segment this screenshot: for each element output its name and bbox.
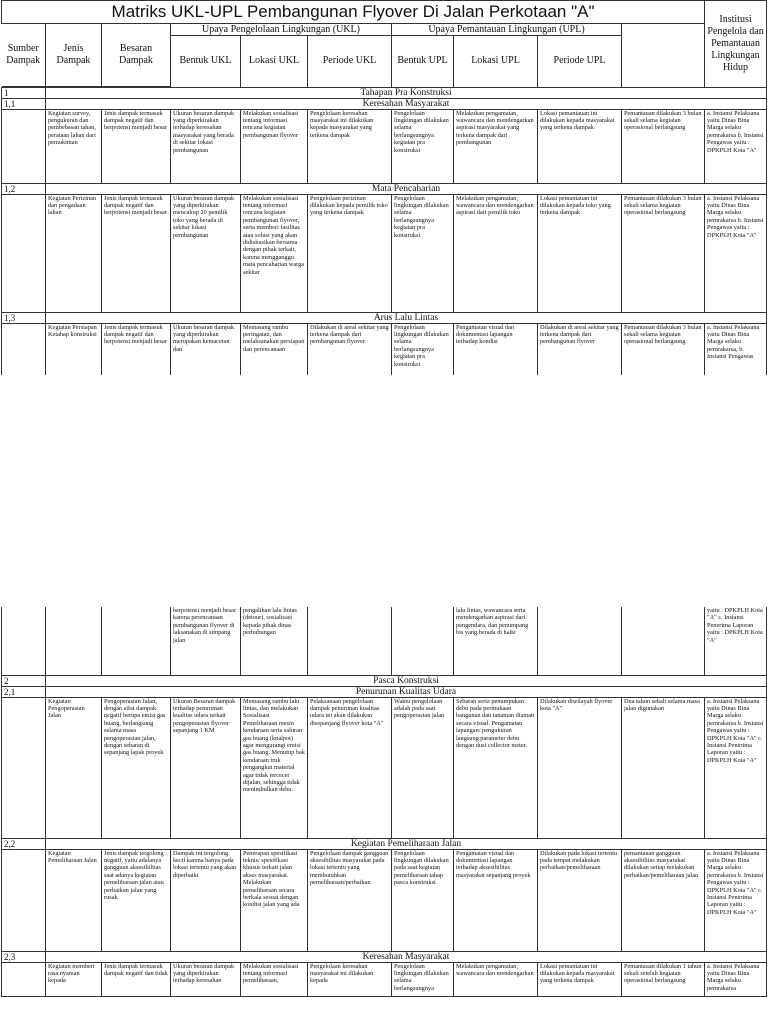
cell-bentuk-upl: Sebaran serta penumpukan debu pada permukaan bangunan dan tanaman diamati secara visual. Pengamatan lapangan/ pengukuran langsung parameter debu dengan dust collector meter. (454, 697, 538, 838)
cell-lokasi-ukl: Pengelolaan dampak gangguan aksesibilitas masyarakat pada lokasi tertentu yang membutuhkan pemeliharaan/perbaikan (308, 849, 392, 951)
cell-bentuk-upl: Pengamatan visual dan dokumentasi lapangan terhadap kondisi (454, 323, 538, 375)
cell-jenis: Jenis dampak termasuk dampak negatif dan berpotensi menjadi besar (102, 109, 171, 183)
table-row (2, 109, 767, 183)
section-title: Keresahan Masyarakat (46, 951, 767, 962)
cell-lokasi-upl: Dilakukan diwilayah flyover kota "A" (538, 697, 622, 838)
cell-lokasi-upl (538, 607, 622, 675)
cell-lokasi-ukl: Pengelolaan perizinan dilakukan kepada pemilik toko yang terkena dampak (308, 194, 392, 312)
section-number: 1,2 (2, 183, 46, 194)
cell-lokasi-upl: Dilakukan pada lokasi tertentu pada tempat melakukan perbaikan/pemeliharaan (538, 849, 622, 951)
cell-institusi: a. Instansi Pelaksana yaitu Dinas Bina Marga selaku pemrakarsa, b. Instansi Pengawas (705, 323, 767, 375)
cell-sumber: Kegiatan Pengoperasian Jalan (46, 697, 102, 838)
ukl-upl-table-page-2 (1, 607, 767, 997)
cell-lokasi-ukl: Dilakukan di areal sekitar yang terkena dampak dari pembangunan flyover (308, 323, 392, 375)
header-besaran: Besaran Dampak (102, 24, 171, 86)
cell-bentuk-upl: Melakukan pengamatan, wawancara dan mendengarkan aspirasi masyarakat yang terkena dampak dari pembangunan (454, 109, 538, 183)
section-number: 2,3 (2, 951, 46, 962)
cell-lokasi-upl: Lokasi pemantauan ini dilakukan kepada toko yang terkena dampak (538, 194, 622, 312)
cell-periode-upl: Pemantauan dilakukan 3 bulan sekali selama kegiatan operasional berlangsung (622, 109, 705, 183)
cell-periode-upl: Pemantauan dilakukan 1 tahun sekali setelah kegiatan operasional berlangsung (622, 962, 705, 996)
header-ukl-group: Upaya Pengelolaan Lingkungan (UKL) (171, 24, 392, 36)
cell-periode-upl (622, 607, 705, 675)
header-left-table (2, 24, 171, 87)
section-title: Kegiatan Pemeliharaan Jalan (46, 838, 767, 849)
stage-row (2, 675, 767, 686)
table-row (2, 962, 767, 996)
cell-besaran: Ukuran besaran dampak yang diperkirakan terhadap keresahan masyarakat yang berada di sekitar lokasi pembangunan (171, 109, 241, 183)
cell-periode-upl: pemantauan gangguan aksesibilitas masyarakat dilakukan setiap melakukan perbaikan/pemeliharaan jalan (622, 849, 705, 951)
cell-periode-ukl (392, 607, 454, 675)
stage-number: 2 (2, 675, 46, 686)
cell-bentuk-upl: Melakukan pengamatan, wawancara dan mendengarkan (454, 962, 538, 996)
table-row (2, 194, 767, 312)
page-title: Matriks UKL-UPL Pembangunan Flyover Di Jalan Perkotaan "A" (2, 1, 705, 24)
cell-periode-ukl: Waktu pengelolaan adalah pada saat pengoperasian jalan (392, 697, 454, 838)
table-row (2, 607, 767, 675)
stage-title: Pasca Konstruksi (46, 675, 767, 686)
cell-lokasi-ukl: Pengelolaan keresahan masyarakat ini dilakukan kepada (308, 962, 392, 996)
section-row (2, 686, 767, 697)
section-number: 2,2 (2, 838, 46, 849)
cell-besaran: Ukuran besaran dampak yang diperkirakan mencakup 20 pemilik toko yang berada di sekitar lokasi pembangunan (171, 194, 241, 312)
cell-periode-upl: Pemantauan dilakukan 3 bulan sekali selama kegiatan operasional berlangsung (622, 323, 705, 375)
cell-jenis: Pengoperasian Jalan, dengan sifat dampak negatif berupa emisi gas buang, berlangsung selama masa pengoperasian jalan, dengan sebaran di sepanjang lapak proyek (102, 697, 171, 838)
section-row (2, 183, 767, 194)
cell-institusi: a. Instansi Pelaksana yaitu Dinas Bina Marga selaku pemrakarsa b. Instansi Pengawas yaitu : DPKPLH Kota "A" c. Instansi Penerima Laporan yaitu : DPKPLH Kota "A" (705, 697, 767, 838)
cell-jenis: Jenis dampak termasuk dampak negatif dan berpotensi menjadi besar (102, 194, 171, 312)
header-periode-ukl: Periode UKL (308, 36, 392, 87)
header-jenis: Jenis Dampak (46, 24, 102, 86)
section-number: 1,1 (2, 98, 46, 109)
cell-bentuk-ukl: pengalihan lalu lintas (detour), sosialisasi kepada pihak dinas perhubungan (241, 607, 308, 675)
header-periode-upl: Periode UPL (538, 36, 622, 87)
cell-sumber: Kegiatan memberi rasa nyaman kepada (46, 962, 102, 996)
cell-periode-ukl: Pengelolaan lingkungan dilakukan selama berlangsungnya kegiatan pra konstruksi (392, 323, 454, 375)
stage-number: 1 (2, 87, 46, 98)
cell-institusi: a. Instansi Pelaksana yaitu Dinas Bina Marga selaku pemrakarsa b. Instansi Pengawas yaitu : DPKPLH Kota "A" c. Instansi Penerima Laporan yaitu : DPKPLH Kota "A" (705, 849, 767, 951)
cell-sumber: Kegiatan Persiapan Ketahap konstruksi (46, 323, 102, 375)
section-row (2, 312, 767, 323)
cell-bentuk-ukl: Melakukan sosialisasi tentang informasi rencana kegiatan pembangunan flyover (241, 109, 308, 183)
cell-sumber (46, 607, 102, 675)
cell-lokasi-ukl: Pengelolaan keresahan masyarakat ini dilakukan kepada masyarakat yang terkena dampak (308, 109, 392, 183)
section-number: 2,1 (2, 686, 46, 697)
cell-lokasi-ukl (308, 607, 392, 675)
section-title: Penurunan Kualitas Udara (46, 686, 767, 697)
header-institusi: Institusi Pengelola dan Pemantauan Lingkungan Hidup (705, 1, 767, 88)
cell-jenis (102, 607, 171, 675)
cell-institusi: yaitu : DPKPLH Kota "A" c. Instansi Penerima Laporan yaitu : DPKPLH Kota "A" (705, 607, 767, 675)
cell-bentuk-upl: lalu lintas, wawancara serta mendengarkan aspirasi dari pengendara, dan penumpang bis yang berada di halte (454, 607, 538, 675)
section-row (2, 98, 767, 109)
section-title: Arus Lalu Lintas (46, 312, 767, 323)
cell-besaran: Dampak ini tergolong kecil karena hanya pada lokasi tertentu yang akan diperbaiki (171, 849, 241, 951)
cell-periode-ukl: Pengelolaan lingkungan dilakukan selama berlangsungnya kegiatan pra konstruksi (392, 194, 454, 312)
cell-bentuk-upl: Melakukan pengamatan, wawancara dan mendengarkan aspirasi dari pemilik toko (454, 194, 538, 312)
cell-bentuk-ukl: Memasang rambu peringatan, dan melaksanakan persiapan dan perencanaan (241, 323, 308, 375)
section-row (2, 951, 767, 962)
cell-periode-upl: Dua tahun sekali selama masa jalan digunakan (622, 697, 705, 838)
cell-institusi: a. Instansi Pelaksana yaitu Dinas Bina Marga selaku pemrakarsa b. Instansi Pengawas yaitu : DPKPLH Kota "A" (705, 109, 767, 183)
cell-lokasi-upl: Dilakukan di areal sekitar yang terkena dampak dari pembangunan flyover (538, 323, 622, 375)
cell-periode-ukl: Pengelolaan lingkungan dilakukan pada saat kegiatan pemeliharaan tahap pasca konstruksi (392, 849, 454, 951)
header-bentuk-ukl: Bentuk UKL (171, 36, 241, 87)
cell-jenis: Jenis dampak termasuk dampak negatif dan berpotensi menjadi besar (102, 323, 171, 375)
header-bentuk-upl: Bentuk UPL (392, 36, 454, 87)
cell-bentuk-ukl: Melakukan sosialisasi tentang informasi rencana kegiatan pembangunan flyover, serta memberi fasilitas atau solusi yang akan didiskusikan bersama dengan pihak terkait, karena mengganggu mata pencaharian warga sekitar (241, 194, 308, 312)
cell-besaran: Ukuran Besaran dampak terhadap penurunan kualitas udara terkait pengoperasian flyover sepanjang 1 KM (171, 697, 241, 838)
cell-lokasi-upl: Lokasi pemantauan ini dilakukan kepada masyarakat yang terkena dampak (538, 109, 622, 183)
cell-jenis: Jenis dampak termasuk dampak negatif dan tidak (102, 962, 171, 996)
cell-bentuk-ukl: Penerapan spesifikasi teknis/ spesifikasi khusus terkait jalan akses masyarakat. Melakukan pemeliharaan secara berkala sesuai dengan kondisi jalan yang ada (241, 849, 308, 951)
header-upl-group: Upaya Pemantauan Lingkungan (UPL) (392, 24, 622, 36)
cell-periode-ukl: Pengelolaan lingkungan dilakukan selama berlangsungnya kegiatan pra konstruksi (392, 109, 454, 183)
cell-jenis: Jenis dampak tergolong negatif, yaitu adalanya gangguan aksesibilitas saat adanya kegiatan pemeliharaan jalan atau perbaikan jalan yang rusak (102, 849, 171, 951)
cell-besaran: berpotensi menjadi besar karena perencanaan pembangunan flyover di laksanakan di simpang jalan (171, 607, 241, 675)
stage-title: Tahapan Pra Konstruksi (46, 87, 767, 98)
section-row (2, 838, 767, 849)
cell-institusi: a. Instansi Pelaksana yaitu Dinas Bina Marga selaku pemrakarsa (705, 962, 767, 996)
cell-periode-ukl: Pengelolaan lingkungan dilakukan selama berlangsungnya (392, 962, 454, 996)
section-title: Keresahan Masyarakat (46, 98, 767, 109)
section-title: Mata Pencaharian (46, 183, 767, 194)
cell-institusi: a. Instansi Pelaksana yaitu Dinas Bina Marga selaku pemrakarsa b. Instansi Pengawas yaitu : DPKPLH Kota "A" (705, 194, 767, 312)
cell-sumber: Kegiatan survey, pengukuran dan pembebasan tahan, perataan lahan dari pemukiman (46, 109, 102, 183)
section-number: 1,3 (2, 312, 46, 323)
header-lokasi-upl: Lokasi UPL (454, 36, 538, 87)
cell-sumber: Kegiatan Perizinan dan pengadaan lahan (46, 194, 102, 312)
table-row (2, 323, 767, 375)
table-row (2, 697, 767, 838)
header-lokasi-ukl: Lokasi UKL (241, 36, 308, 87)
header-left-block (2, 24, 171, 88)
cell-bentuk-ukl: Melakukan sosialisasi tentang informasi pemeliharaan, (241, 962, 308, 996)
cell-periode-upl: Pemantauan dilakukan 3 bulan sekali selama kegiatan operasional berlangsung (622, 194, 705, 312)
table-row (2, 849, 767, 951)
stage-row (2, 87, 767, 98)
ukl-upl-table-page-1 (1, 0, 767, 375)
cell-besaran: Ukuran besaran dampak yang diperkirakan terhadap keresahan (171, 962, 241, 996)
cell-lokasi-ukl: Pelaksanaan pengelolaan dampak penurunan kualitas udara ini akan dilakukan disepanjang flyover kota "A" (308, 697, 392, 838)
cell-bentuk-ukl: Memasang rambu lalu lintas, dan melakukan Sosialisasi Pemeliharaan mesin kendaraan serta saluran gas buang (knalpot) agar mengurangi emisi gas buang. Menutup bak kendaraan truk pengangkut material agar tidak tercecer dijalan, sehingga tidak menimbulkan debu. (241, 697, 308, 838)
cell-sumber: Kegiatan Pemeliharaan Jalan (46, 849, 102, 951)
cell-besaran: Ukuran besaran dampak yang diperkirakan merupakan kemacetan dan (171, 323, 241, 375)
header-sumber: Sumber Dampak (2, 24, 46, 86)
cell-lokasi-upl: Lokasi pemantauan ini dilakukan kepada masyarakat yang terkena dampak (538, 962, 622, 996)
cell-bentuk-upl: Pengamatan visual dan dokumentasi lapangan terhadap aksesibilitas masyarakat sepanjang proyek (454, 849, 538, 951)
